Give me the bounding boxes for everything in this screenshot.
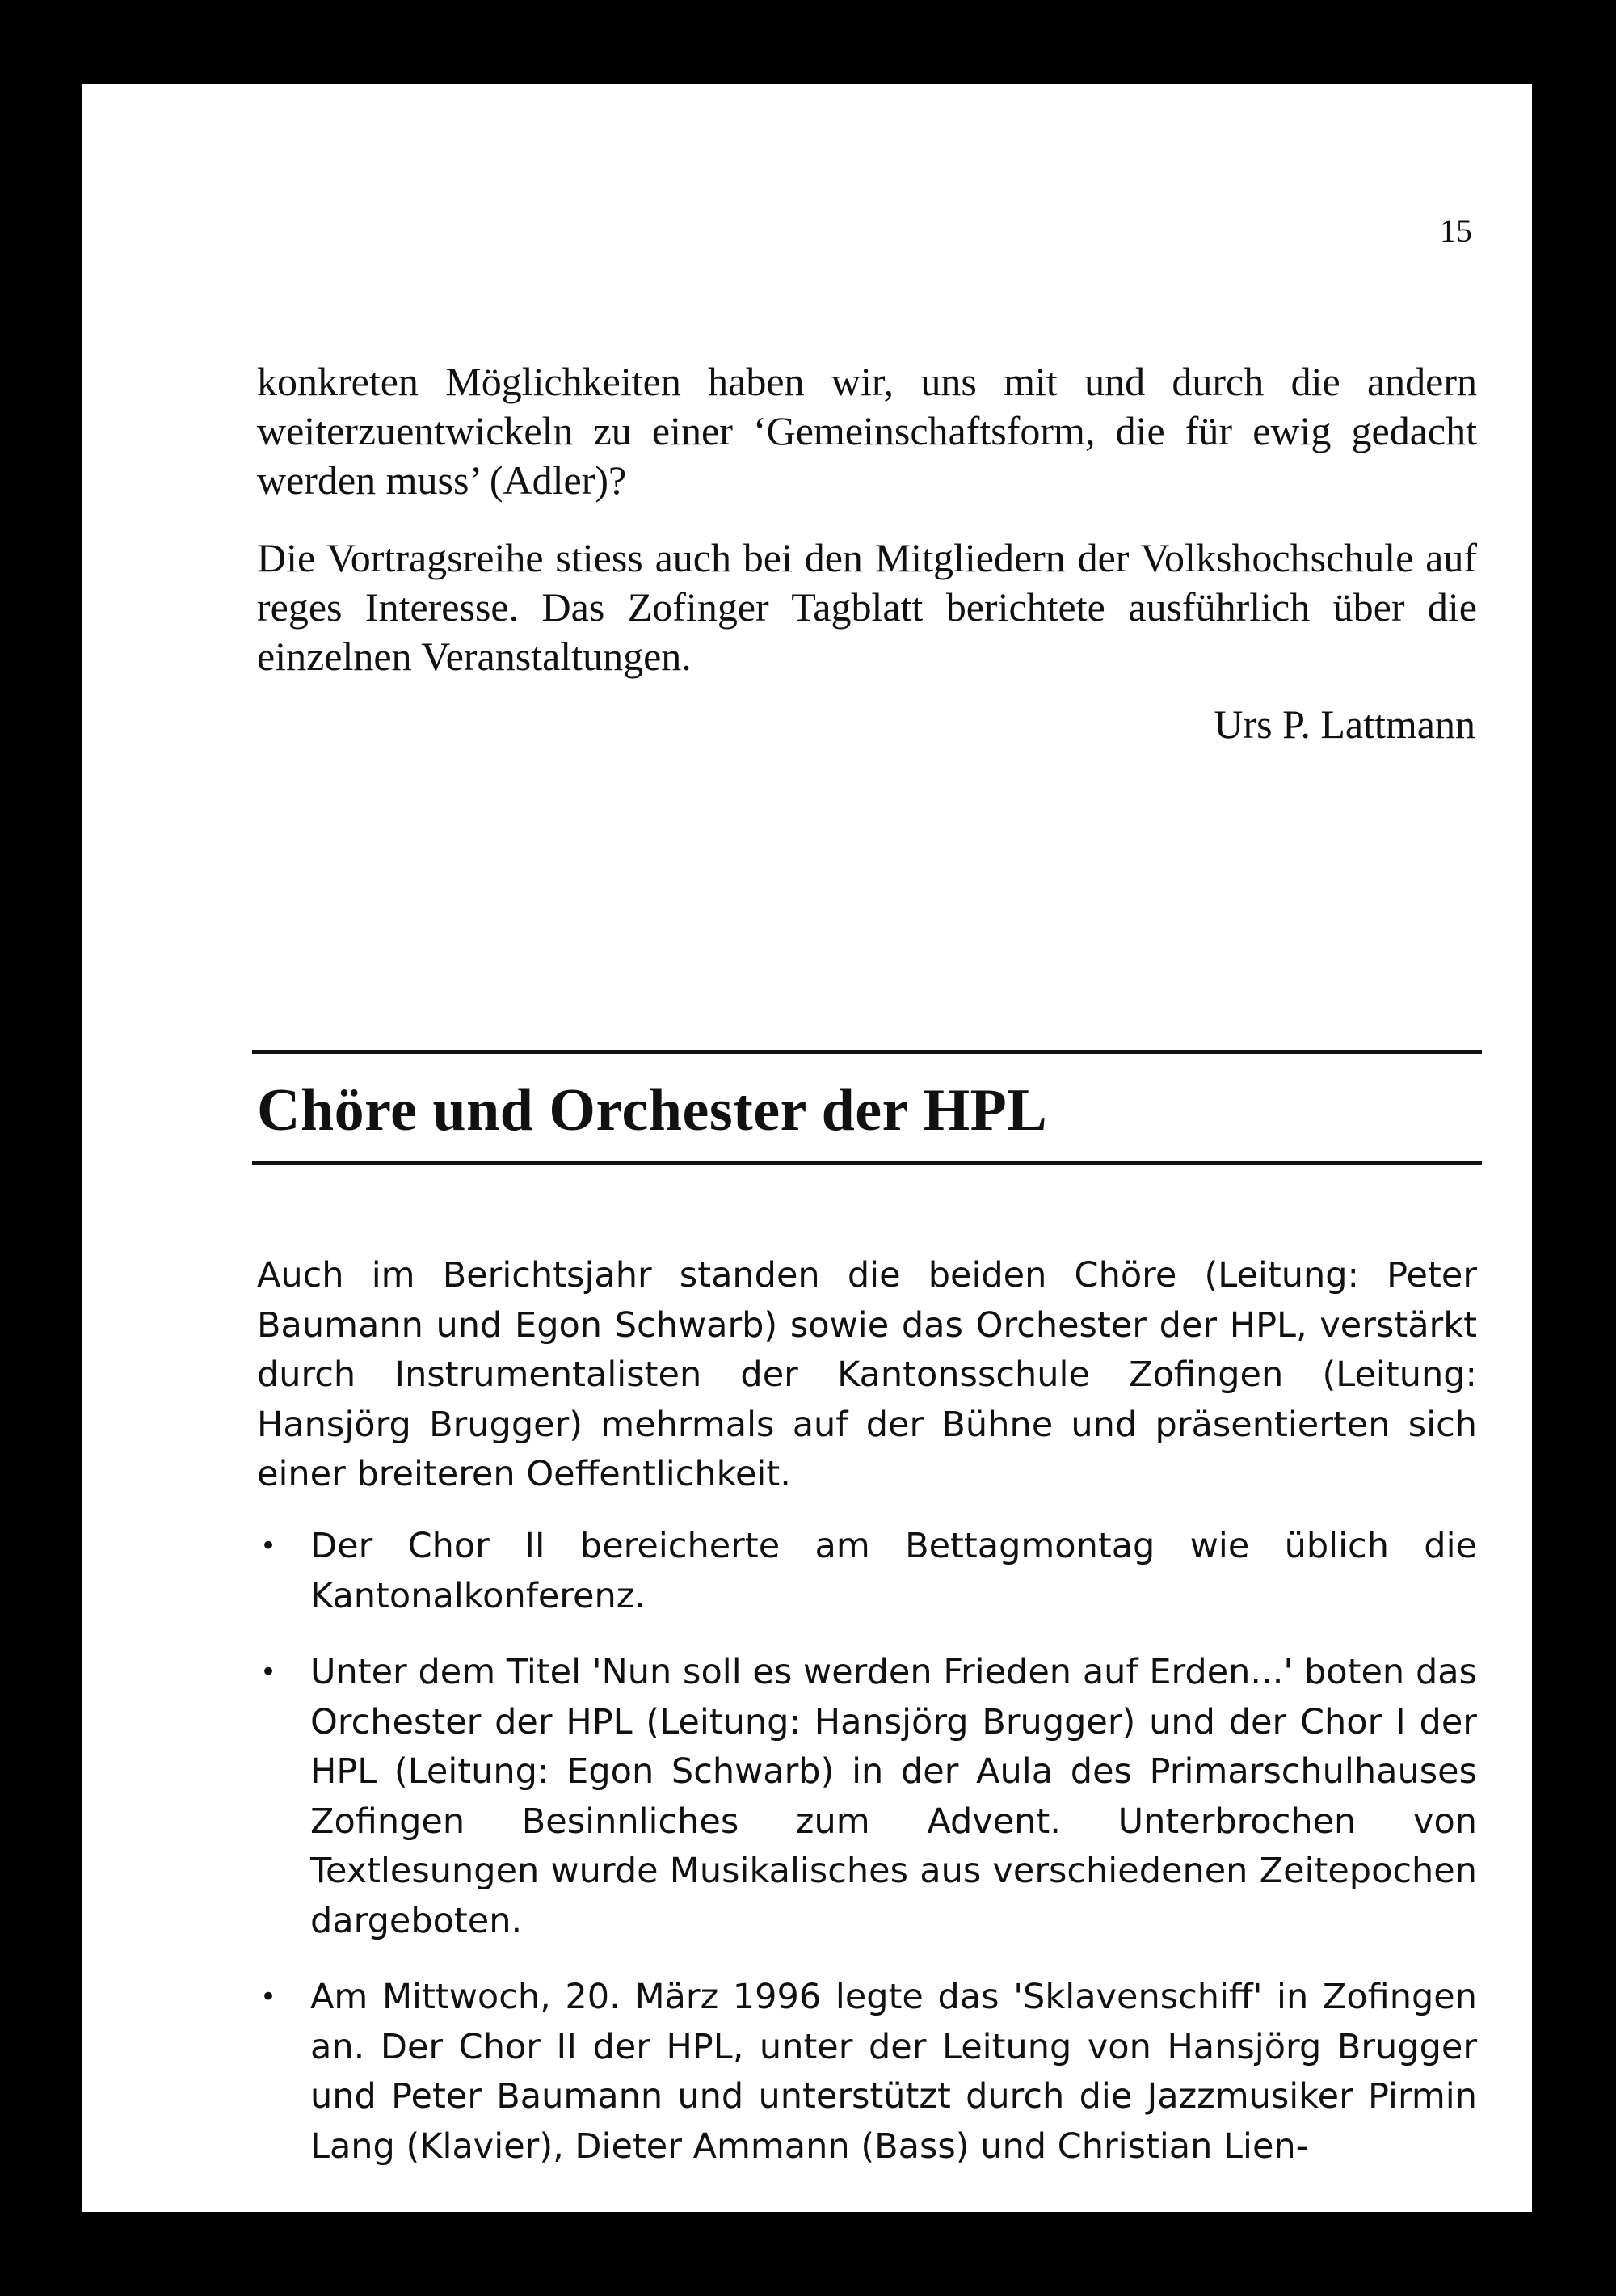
list-item-text: Unter dem Titel 'Nun soll es werden Frieden auf Erden...' boten das Orchester der HPL (Leitung: Hansjörg Brugger) und der Chor I der HPL (Leitung: Egon Schwarb) in der Aula des Primarschulhauses Zofingen Besinnliches zum Advent. Unterbrochen von Textlesungen wurde Musikalisches aus verschiedenen Zeitepochen dargeboten. <box>310 1652 1477 1941</box>
bullet-icon: • <box>260 1656 277 1688</box>
heading-rule-bottom <box>252 1161 1482 1165</box>
page-number: 15 <box>1440 213 1472 249</box>
paragraph-lecture-series: Die Vortragsreihe stiess auch bei den Mitgliedern der Volkshochschule auf reges Interesse. Das Zofinger Tagblatt berichtete ausführlich über die einzelnen Veranstaltungen. <box>257 535 1477 679</box>
document-page <box>82 84 1532 2212</box>
bullet-icon: • <box>260 1981 277 2013</box>
list-item-text: Am Mittwoch, 20. März 1996 legte das 'Sklavenschiff' in Zofingen an. Der Chor II der HPL, unter der Leitung von Hansjörg Brugger und Peter Baumann und unterstützt durch die Jazzmusiker Pirmin Lang (Klavier), Dieter Ammann (Bass) und Christian Lien- <box>310 1977 1477 2167</box>
section-intro: Auch im Berichtsjahr standen die beiden Chöre (Leitung: Peter Baumann und Egon Schwarb) sowie das Orchester der HPL, verstärkt durch Instrumentalisten der Kantonsschule Zofingen (Leitung: Hansjörg Brugger) mehrmals auf der Bühne und präsentierten sich einer breiteren Oeffentlichkeit. <box>257 1255 1477 1494</box>
list-item <box>257 1973 1477 2172</box>
paragraph-continuation: konkreten Möglichkeiten haben wir, uns mit und durch die andern weiterzuentwickeln zu einer ‘Gemeinschaftsform, die für ewig gedacht werden muss’ (Adler)? <box>257 359 1477 503</box>
heading-rule-top <box>252 1050 1482 1054</box>
bullet-list <box>257 1522 1477 2198</box>
section-heading: Chöre und Orchester der HPL <box>257 1077 1048 1144</box>
list-item <box>257 1648 1477 1946</box>
list-item-text: Der Chor II bereicherte am Bettagmontag wie üblich die Kantonalkonferenz. <box>310 1526 1477 1616</box>
bullet-icon: • <box>260 1530 277 1562</box>
list-item <box>257 1522 1477 1621</box>
author-signature: Urs P. Lattmann <box>1214 701 1475 747</box>
